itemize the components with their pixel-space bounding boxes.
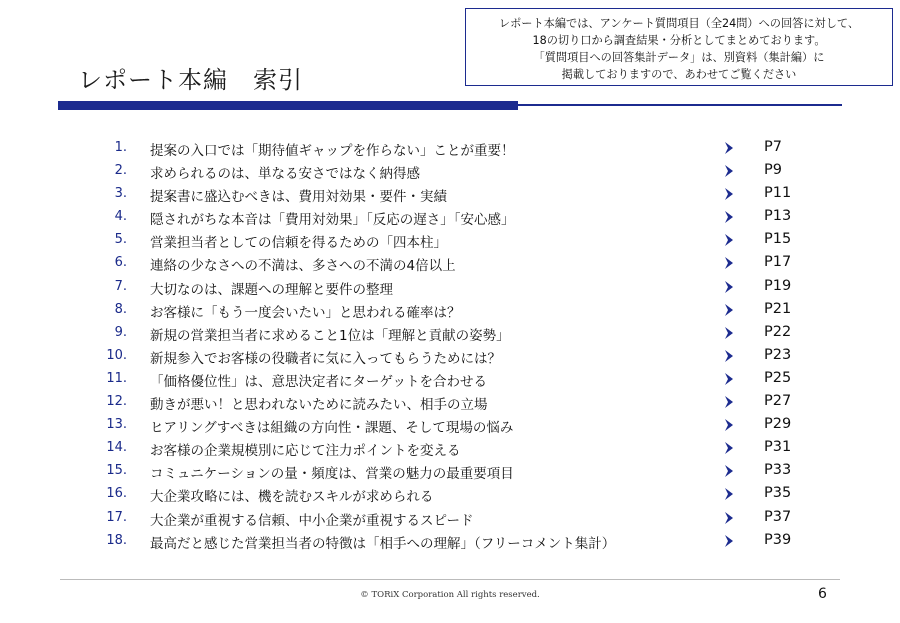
- toc-row[interactable]: [0, 437, 900, 460]
- title-underline-thick: [58, 101, 518, 110]
- title-underline-thin: [518, 104, 842, 106]
- table-of-contents: [0, 137, 900, 553]
- arrowhead-bullet-icon: [724, 372, 734, 386]
- toc-item-number: 12.: [106, 394, 127, 410]
- toc-item-page[interactable]: P7: [764, 139, 782, 155]
- toc-item-title[interactable]: 「価格優位性」は、意思決定者にターゲットを合わせる: [150, 373, 487, 390]
- note-line: 掲載しておりますので、あわせてご覧ください: [561, 68, 797, 81]
- toc-item-title[interactable]: 大切なのは、課題への理解と要件の整理: [150, 281, 393, 298]
- toc-item-title[interactable]: 求められるのは、単なる安さではなく納得感: [150, 166, 420, 183]
- arrowhead-bullet-icon: [724, 441, 734, 455]
- toc-row[interactable]: [0, 183, 900, 206]
- toc-item-title[interactable]: お客様に「もう一度会いたい」と思われる確率は？: [150, 304, 461, 321]
- toc-item-number: 17.: [106, 509, 127, 525]
- arrowhead-bullet-icon: [724, 187, 734, 201]
- arrowhead-bullet-icon: [724, 256, 734, 270]
- toc-item-page[interactable]: P39: [764, 531, 792, 548]
- toc-item-title[interactable]: 大企業が重視する信頼、中小企業が重視するスピード: [150, 512, 474, 529]
- page-title: レポート本編 索引: [78, 66, 303, 94]
- toc-item-title[interactable]: 最高だと感じた営業担当者の特徴は「相手への理解」（フリーコメント集計）: [150, 535, 616, 552]
- copyright-text: © TORiX Corporation All rights reserved.: [360, 590, 540, 600]
- toc-item-number: 9.: [114, 324, 127, 340]
- arrowhead-bullet-icon: [724, 164, 734, 178]
- toc-item-page[interactable]: P9: [764, 162, 782, 179]
- arrowhead-bullet-icon: [724, 534, 734, 548]
- toc-item-number: 2.: [114, 163, 127, 179]
- toc-item-page[interactable]: P25: [764, 369, 792, 386]
- arrowhead-bullet-icon: [724, 487, 734, 501]
- toc-item-page[interactable]: P15: [764, 231, 792, 248]
- arrowhead-bullet-icon: [724, 210, 734, 224]
- toc-row[interactable]: [0, 206, 900, 229]
- toc-row[interactable]: [0, 530, 900, 553]
- toc-row[interactable]: [0, 137, 900, 160]
- toc-item-page[interactable]: P13: [764, 208, 792, 225]
- toc-item-page[interactable]: P19: [764, 277, 792, 294]
- toc-item-number: 4.: [114, 209, 127, 225]
- toc-item-number: 6.: [114, 255, 127, 271]
- arrowhead-bullet-icon: [724, 464, 734, 478]
- toc-item-number: 3.: [114, 186, 127, 202]
- toc-item-title[interactable]: 新規の営業担当者に求めること1位は「理解と貢献の姿勢」: [150, 327, 510, 344]
- toc-item-title[interactable]: ヒアリングすべきは組織の方向性・課題、そして現場の悩み: [150, 420, 514, 437]
- toc-row[interactable]: [0, 345, 900, 368]
- arrowhead-bullet-icon: [724, 395, 734, 409]
- toc-row[interactable]: [0, 391, 900, 414]
- arrowhead-bullet-icon: [724, 511, 734, 525]
- toc-item-page[interactable]: P17: [764, 254, 792, 271]
- toc-row[interactable]: [0, 299, 900, 322]
- toc-item-title[interactable]: お客様の企業規模別に応じて注力ポイントを変える: [150, 443, 461, 460]
- toc-item-title[interactable]: 提案の入口では「期待値ギャップを作らない」ことが重要！: [150, 143, 515, 159]
- arrowhead-bullet-icon: [724, 280, 734, 294]
- toc-item-number: 5.: [114, 232, 127, 248]
- toc-item-number: 14.: [106, 440, 127, 456]
- page-number: 6: [818, 586, 827, 602]
- arrowhead-bullet-icon: [724, 303, 734, 317]
- toc-row[interactable]: [0, 160, 900, 183]
- note-line: 18の切り口から調査結果・分析としてまとめております。: [532, 34, 826, 47]
- toc-item-title[interactable]: 大企業攻略には、機を読むスキルが求められる: [150, 489, 434, 506]
- toc-item-number: 15.: [106, 463, 127, 479]
- toc-item-page[interactable]: P35: [764, 485, 792, 502]
- toc-row[interactable]: [0, 414, 900, 437]
- note-box: [465, 8, 893, 86]
- toc-item-title[interactable]: 提案書に盛込むべきは、費用対効果・要件・実績: [150, 189, 447, 206]
- note-line: 「質問項目への回答集計データ」は、別資料（集計編）に: [533, 51, 825, 64]
- toc-row[interactable]: [0, 483, 900, 506]
- toc-item-page[interactable]: P27: [764, 393, 792, 410]
- toc-item-number: 8.: [114, 301, 127, 317]
- toc-item-title[interactable]: 新規参入でお客様の役職者に気に入ってもらうためには？: [150, 350, 501, 367]
- toc-item-number: 1.: [114, 140, 127, 155]
- toc-row[interactable]: [0, 368, 900, 391]
- toc-item-number: 13.: [106, 417, 127, 433]
- toc-item-page[interactable]: P37: [764, 508, 792, 525]
- toc-item-title[interactable]: コミュニケーションの量・頻度は、営業の魅力の最重要項目: [150, 466, 514, 483]
- toc-item-number: 7.: [114, 278, 127, 294]
- toc-item-number: 10.: [106, 347, 127, 363]
- toc-item-title[interactable]: 営業担当者としての信頼を得るための「四本柱」: [150, 235, 447, 252]
- arrowhead-bullet-icon: [724, 141, 734, 155]
- toc-item-page[interactable]: P23: [764, 346, 792, 363]
- toc-row[interactable]: [0, 460, 900, 483]
- arrowhead-bullet-icon: [724, 233, 734, 247]
- note-line: レポート本編では、アンケート質問項目（全24問）への回答に対して、: [498, 17, 860, 30]
- toc-row[interactable]: [0, 276, 900, 299]
- toc-item-title[interactable]: 隠されがちな本音は「費用対効果」「反応の遅さ」「安心感」: [150, 212, 515, 229]
- arrowhead-bullet-icon: [724, 326, 734, 340]
- toc-item-page[interactable]: P33: [764, 462, 792, 479]
- toc-item-number: 18.: [106, 532, 127, 548]
- toc-item-page[interactable]: P21: [764, 300, 792, 317]
- toc-item-page[interactable]: P22: [764, 323, 792, 340]
- toc-row[interactable]: [0, 229, 900, 252]
- toc-item-number: 16.: [106, 486, 127, 502]
- toc-item-page[interactable]: P11: [764, 185, 792, 202]
- toc-row[interactable]: [0, 322, 900, 345]
- toc-item-title[interactable]: 連絡の少なさへの不満は、多さへの不満の4倍以上: [150, 258, 456, 275]
- toc-item-page[interactable]: P29: [764, 416, 792, 433]
- toc-row[interactable]: [0, 252, 900, 275]
- footer-divider: [60, 579, 840, 580]
- toc-item-number: 11.: [106, 370, 127, 386]
- toc-item-page[interactable]: P31: [764, 439, 792, 456]
- arrowhead-bullet-icon: [724, 349, 734, 363]
- toc-row[interactable]: [0, 507, 900, 530]
- arrowhead-bullet-icon: [724, 418, 734, 432]
- toc-item-title[interactable]: 動きが悪い！と思われないために読みたい、相手の立場: [150, 397, 488, 414]
